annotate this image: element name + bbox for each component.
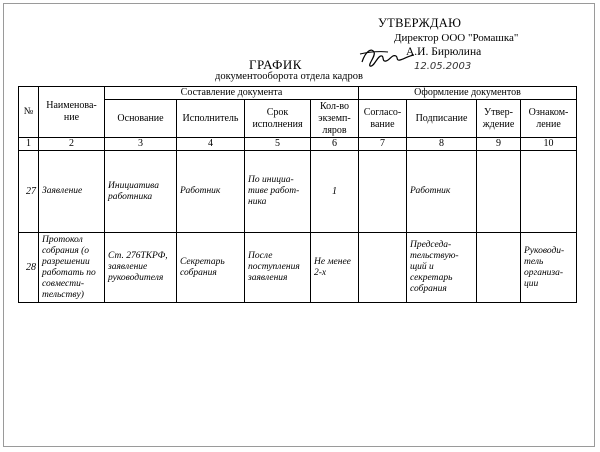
header-signing: Подписание <box>407 100 477 138</box>
header-name: Наименова-ние <box>39 87 105 138</box>
row-deadline: По инициа-тиве работ-ника <box>245 151 311 233</box>
signature-icon <box>358 44 416 70</box>
row-basis: Ст. 276ТКРФ, заявление руководителя <box>105 233 177 303</box>
approver-position: Директор ООО "Ромашка" <box>394 32 519 44</box>
header-acquaint: Ознаком-ление <box>521 100 577 138</box>
col-number: 6 <box>311 138 359 151</box>
row-executor: Секретарь собрания <box>177 233 245 303</box>
col-number: 7 <box>359 138 407 151</box>
row-num: 27 <box>19 151 39 233</box>
col-number: 3 <box>105 138 177 151</box>
header-agreement: Согласо-вание <box>359 100 407 138</box>
row-num: 28 <box>19 233 39 303</box>
row-name: Протокол собрания (о разрешении работать по совмести-тельству) <box>39 233 105 303</box>
document-flow-table <box>18 86 577 303</box>
col-number: 5 <box>245 138 311 151</box>
document-title: ГРАФИК <box>249 57 302 72</box>
header-approval: Утвер-ждение <box>477 100 521 138</box>
col-number: 10 <box>521 138 577 151</box>
table-row <box>19 151 577 233</box>
row-executor: Работник <box>177 151 245 233</box>
row-basis: Инициатива работника <box>105 151 177 233</box>
header-num: № <box>19 87 39 138</box>
row-signing: Председа-тельствую-щий и секретарь собрания <box>407 233 477 303</box>
document-subtitle: документооборота отдела кадров <box>215 71 363 82</box>
row-acquaint: Руководи-тель организа-ции <box>521 233 577 303</box>
col-number: 2 <box>39 138 105 151</box>
header-group-process: Оформление документов <box>359 87 577 100</box>
approval-heading: УТВЕРЖДАЮ <box>378 16 462 30</box>
row-agreement <box>359 151 407 233</box>
col-number: 9 <box>477 138 521 151</box>
header-deadline: Срок исполнения <box>245 100 311 138</box>
row-copies: 1 <box>311 151 359 233</box>
header-basis: Основание <box>105 100 177 138</box>
row-deadline: После поступления заявления <box>245 233 311 303</box>
row-acquaint <box>521 151 577 233</box>
row-copies: Не менее 2-х <box>311 233 359 303</box>
col-number: 8 <box>407 138 477 151</box>
table-row <box>19 233 577 303</box>
approver-name: А.И. Бирюлина <box>406 46 482 58</box>
header-group-compose: Составление документа <box>105 87 359 100</box>
header-copies: Кол-во экземп-ляров <box>311 100 359 138</box>
row-agreement <box>359 233 407 303</box>
header-executor: Исполнитель <box>177 100 245 138</box>
col-number: 4 <box>177 138 245 151</box>
row-approval <box>477 151 521 233</box>
approval-date: 12.05.2003 <box>414 61 472 72</box>
col-number: 1 <box>19 138 39 151</box>
approval-block <box>378 16 519 72</box>
row-name: Заявление <box>39 151 105 233</box>
row-approval <box>477 233 521 303</box>
row-signing: Работник <box>407 151 477 233</box>
